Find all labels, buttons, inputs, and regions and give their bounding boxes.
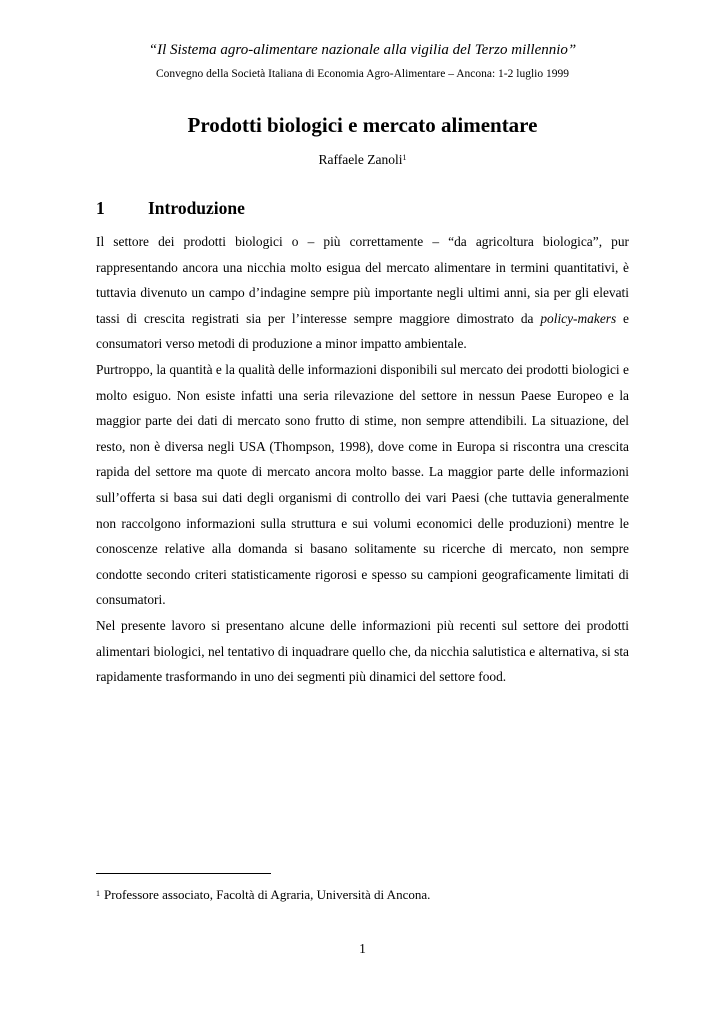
author-footnote-marker[interactable]: 1 — [402, 153, 407, 162]
conference-info: Convegno della Società Italiana di Economia Agro-Alimentare – Ancona: 1-2 luglio 1999 — [156, 68, 569, 80]
conference-title: “Il Sistema agro-alimentare nazionale alla vigilia del Terzo millennio” — [148, 42, 577, 58]
paper-title: Prodotti biologici e mercato alimentare — [187, 113, 538, 137]
paragraph-2: Purtroppo, la quantità e la qualità delle informazioni disponibili sul mercato dei prodotti biologici e molto esiguo. Non esiste infatti una seria rilevazione del settore in nessun Paese Europeo e la maggior parte dei dati di mercato sono frutto di stime, non sempre attendibili. La situazione, del resto, non è diversa negli USA (Thompson, 1998), dove come in Europa si riscontra una crescita rapida del settore ma quote di mercato ancora molto basse. La maggior parte delle informazioni sull’offerta si basa sui dati degli organismi di controllo dei vari Paesi (che tuttavia generalmente non raccolgono informazioni sulla struttura e sui volumi economici delle produzioni) mentre le conoscenze relative alla domanda si basano solitamente su ricerche di mercato, non sempre condotte secondo criteri statisticamente rigorosi e spesso su campioni geograficamente limitati di consumatori. — [96, 361, 629, 608]
body-text — [96, 229, 629, 690]
section-title: Introduzione — [148, 198, 245, 218]
section-heading — [96, 197, 245, 219]
footnote-divider — [96, 873, 271, 874]
page-number: 1 — [359, 941, 366, 956]
paragraph-1-start: Il settore dei prodotti biologici o – più correttamente – “da agricoltura biologica”, pur rappresentando ancora una nicchia molto esigua del mercato alimentare in termini quantitativi, è tuttavia divenuto un campo d’indagine sempre più importante negli ultimi anni, sia per gli elevati tassi di crescita registrati sia per l’interesse sempre maggiore dimostrato da — [96, 234, 629, 326]
author-line — [0, 152, 725, 168]
paragraph-1-end: e consumatori verso metodi di produzione a minor impatto ambientale. — [96, 310, 629, 352]
paragraph-1 — [96, 229, 629, 357]
paragraph-3: Nel presente lavoro si presentano alcune delle informazioni più recenti sul settore dei prodotti alimentari biologici, nel tentativo di inquadrare quello che, da nicchia salutistica e alternativa, si sta rapidamente trasformando in uno dei segmenti più dinamici del settore food. — [96, 617, 629, 685]
paragraph-1-emphasis: policy-makers — [540, 310, 617, 326]
footnote-text: Professore associato, Facoltà di Agraria, Università di Ancona. — [104, 887, 431, 902]
footnote — [96, 886, 430, 904]
footnote-marker: 1 — [96, 889, 100, 898]
section-number: 1 — [96, 198, 105, 218]
author-name: Raffaele Zanoli — [318, 152, 403, 167]
